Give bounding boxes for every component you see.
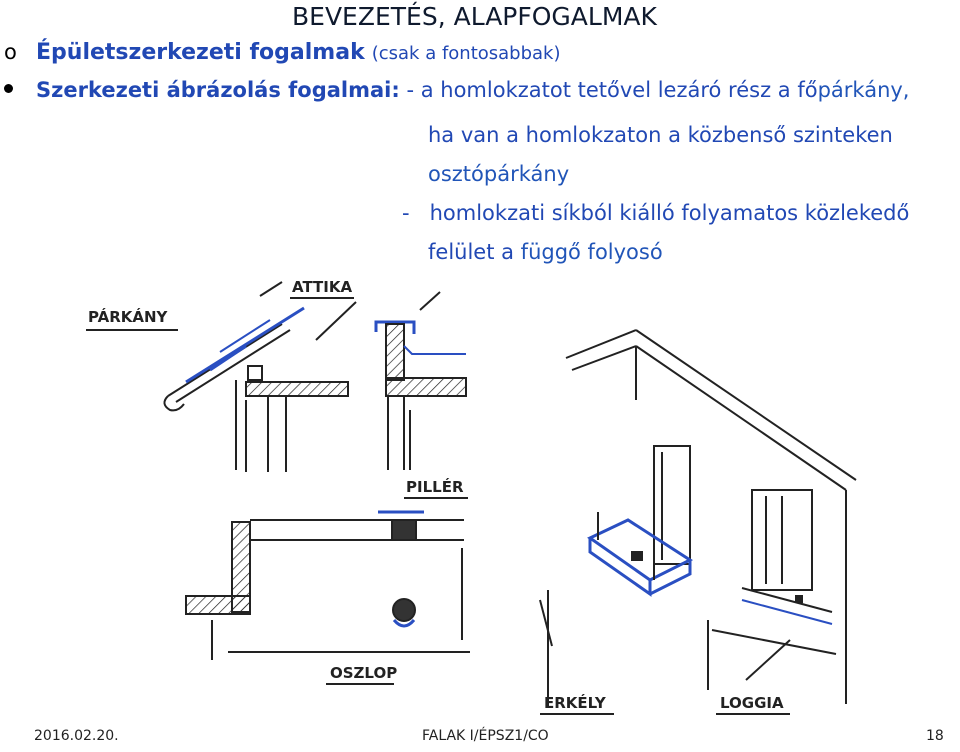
footer-date: 2016.02.20. xyxy=(34,728,119,744)
attika-sketch xyxy=(290,278,466,470)
item-text-5: felület a xyxy=(428,240,521,264)
label-piller: PILLÉR xyxy=(406,478,464,496)
item-label: Szerkezeti ábrázolás fogalmai: xyxy=(36,78,400,102)
label-erkely: ERKÉLY xyxy=(544,694,606,712)
footer-course: FALAK I/ÉPSZ1/CO xyxy=(422,728,549,744)
parkany-sketch xyxy=(86,282,356,472)
footer-page-number: 18 xyxy=(926,728,944,744)
term-parkany: párkány, xyxy=(817,78,910,102)
label-loggia: LOGGIA xyxy=(720,694,784,712)
section-bullet: o xyxy=(4,40,17,64)
label-attika: ATTIKA xyxy=(292,278,353,296)
item-dash-1: - xyxy=(406,78,415,102)
term-fuggo-folyoso: függő folyosó xyxy=(520,240,663,264)
section-heading: Épületszerkezeti fogalmak xyxy=(36,40,365,65)
item-text-4: homlokzati síkból kiálló folyamatos közlekedő xyxy=(429,201,910,225)
erkely-loggia-sketch xyxy=(540,330,856,714)
section-note: (csak a fontosabbak) xyxy=(371,43,561,64)
term-osztoparkany: osztópárkány xyxy=(428,162,570,186)
item-dash-2: - xyxy=(402,201,410,225)
item-text-1: a homlokzatot tetővel lezáró rész a fő xyxy=(420,78,818,102)
item-line-2: ha van a homlokzaton a közbenső szinteken xyxy=(428,123,893,147)
piller-oszlop-sketch xyxy=(186,477,470,684)
label-oszlop: OSZLOP xyxy=(330,664,398,682)
label-parkany: PÁRKÁNY xyxy=(88,308,168,326)
slide-title: BEVEZETÉS, ALAPFOGALMAK xyxy=(292,2,657,31)
